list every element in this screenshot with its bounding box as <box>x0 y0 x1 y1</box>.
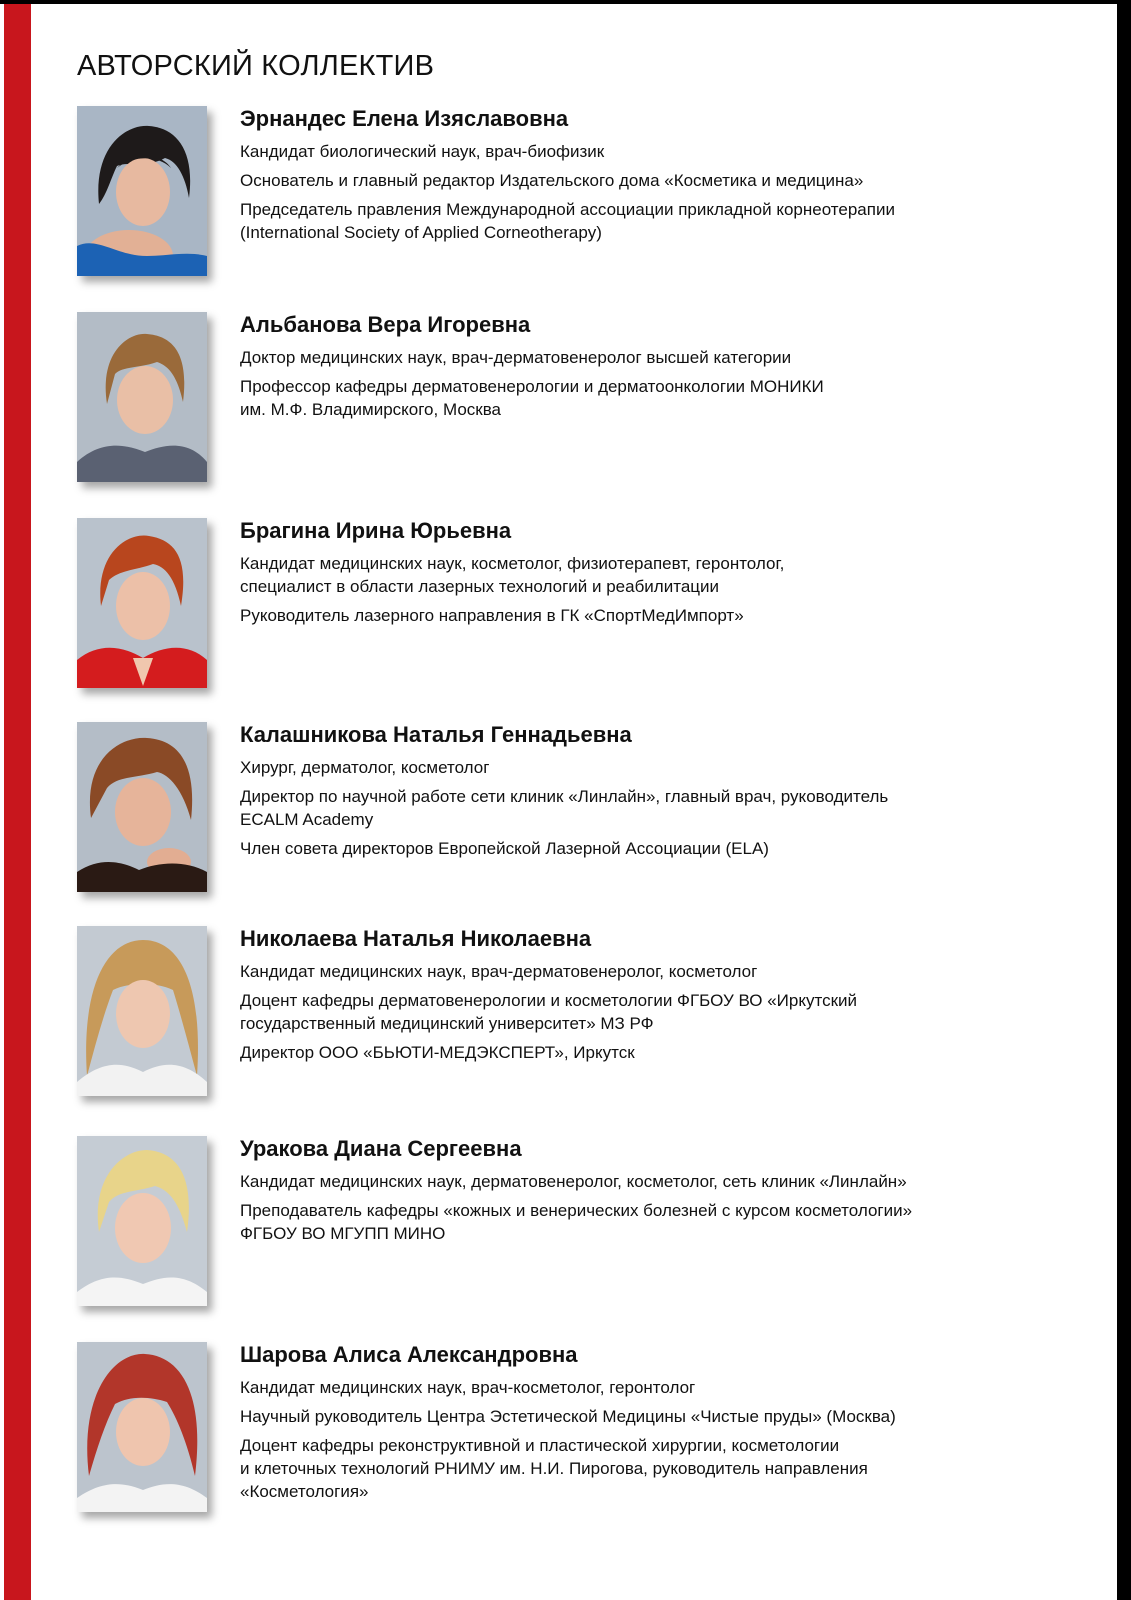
portrait-image <box>77 1342 207 1512</box>
author-name: Эрнандес Елена Изяславовна <box>240 106 569 131</box>
author-photo <box>77 106 207 276</box>
author-detail: Доцент кафедры дерматовенерологии и косметологии ФГБОУ ВО «Иркутский государственный медицинский университет» МЗ РФ <box>240 991 858 1033</box>
author-detail: Кандидат медицинских наук, дерматовенеролог, косметолог, сеть клиник «Линлайн» <box>240 1172 907 1191</box>
author-name: Николаева Наталья Николаевна <box>240 926 592 951</box>
author-detail: Кандидат медицинских наук, врач-косметолог, геронтолог <box>240 1378 696 1397</box>
author-detail: Кандидат медицинских наук, врач-дерматовенеролог, косметолог <box>240 962 758 981</box>
author-info <box>240 518 1040 633</box>
author-detail: Член совета директоров Европейской Лазерной Ассоциации (ELA) <box>240 839 769 858</box>
author-name: Калашникова Наталья Геннадьевна <box>240 722 632 747</box>
portrait-image <box>77 926 207 1096</box>
author-detail: Кандидат биологический наук, врач-биофизик <box>240 142 605 161</box>
author-info <box>240 1342 1040 1509</box>
author-entry <box>77 926 1077 1106</box>
author-entry <box>77 106 1077 286</box>
author-detail: Доцент кафедры реконструктивной и пластической хирургии, косметологии и клеточных технологий РНИМУ им. Н.И. Пирогова, руководитель направления «Косметология» <box>240 1436 868 1501</box>
author-photo <box>77 312 207 482</box>
author-info <box>240 1136 1040 1251</box>
author-detail: Директор ООО «БЬЮТИ-МЕДЭКСПЕРТ», Иркутск <box>240 1043 635 1062</box>
accent-strip <box>4 4 31 1600</box>
portrait-image <box>77 312 207 482</box>
author-detail: Преподаватель кафедры «кожных и венерических болезней с курсом косметологии» ФГБОУ ВО МГУПП МИНО <box>240 1201 913 1243</box>
author-info <box>240 312 1040 427</box>
author-detail: Председатель правления Международной ассоциации прикладной корнеотерапии (International Society of Applied Corneotherapy) <box>240 200 895 242</box>
author-entry <box>77 1136 1077 1316</box>
page-title: АВТОРСКИЙ КОЛЛЕКТИВ <box>77 50 435 82</box>
author-photo <box>77 722 207 892</box>
portrait-image <box>77 1136 207 1306</box>
author-entry <box>77 312 1077 492</box>
author-entry <box>77 518 1077 698</box>
author-name: Альбанова Вера Игоревна <box>240 312 531 337</box>
author-detail: Кандидат медицинских наук, косметолог, физиотерапевт, геронтолог, специалист в области лазерных технологий и реабилитации <box>240 554 785 596</box>
portrait-image <box>77 518 207 688</box>
portrait-image <box>77 106 207 276</box>
author-photo <box>77 1342 207 1512</box>
author-photo <box>77 926 207 1096</box>
author-info <box>240 106 1040 250</box>
author-info <box>240 722 1040 866</box>
author-detail: Научный руководитель Центра Эстетической Медицины «Чистые пруды» (Москва) <box>240 1407 896 1426</box>
author-detail: Профессор кафедры дерматовенерологии и дерматоонкологии МОНИКИ им. М.Ф. Владимирского, Москва <box>240 377 824 419</box>
author-detail: Руководитель лазерного направления в ГК «СпортМедИмпорт» <box>240 606 744 625</box>
author-name: Шарова Алиса Александровна <box>240 1342 578 1367</box>
author-name: Брагина Ирина Юрьевна <box>240 518 512 543</box>
author-detail: Доктор медицинских наук, врач-дерматовенеролог высшей категории <box>240 348 792 367</box>
author-entry <box>77 722 1077 902</box>
portrait-image <box>77 722 207 892</box>
page <box>0 4 1117 1600</box>
author-photo <box>77 518 207 688</box>
author-info <box>240 926 1040 1070</box>
author-detail: Хирург, дерматолог, косметолог <box>240 758 490 777</box>
author-detail: Основатель и главный редактор Издательского дома «Косметика и медицина» <box>240 171 864 190</box>
author-name: Уракова Диана Сергеевна <box>240 1136 522 1161</box>
author-detail: Директор по научной работе сети клиник «Линлайн», главный врач, руководитель ECALM Academy <box>240 787 889 829</box>
author-entry <box>77 1342 1077 1522</box>
author-photo <box>77 1136 207 1306</box>
